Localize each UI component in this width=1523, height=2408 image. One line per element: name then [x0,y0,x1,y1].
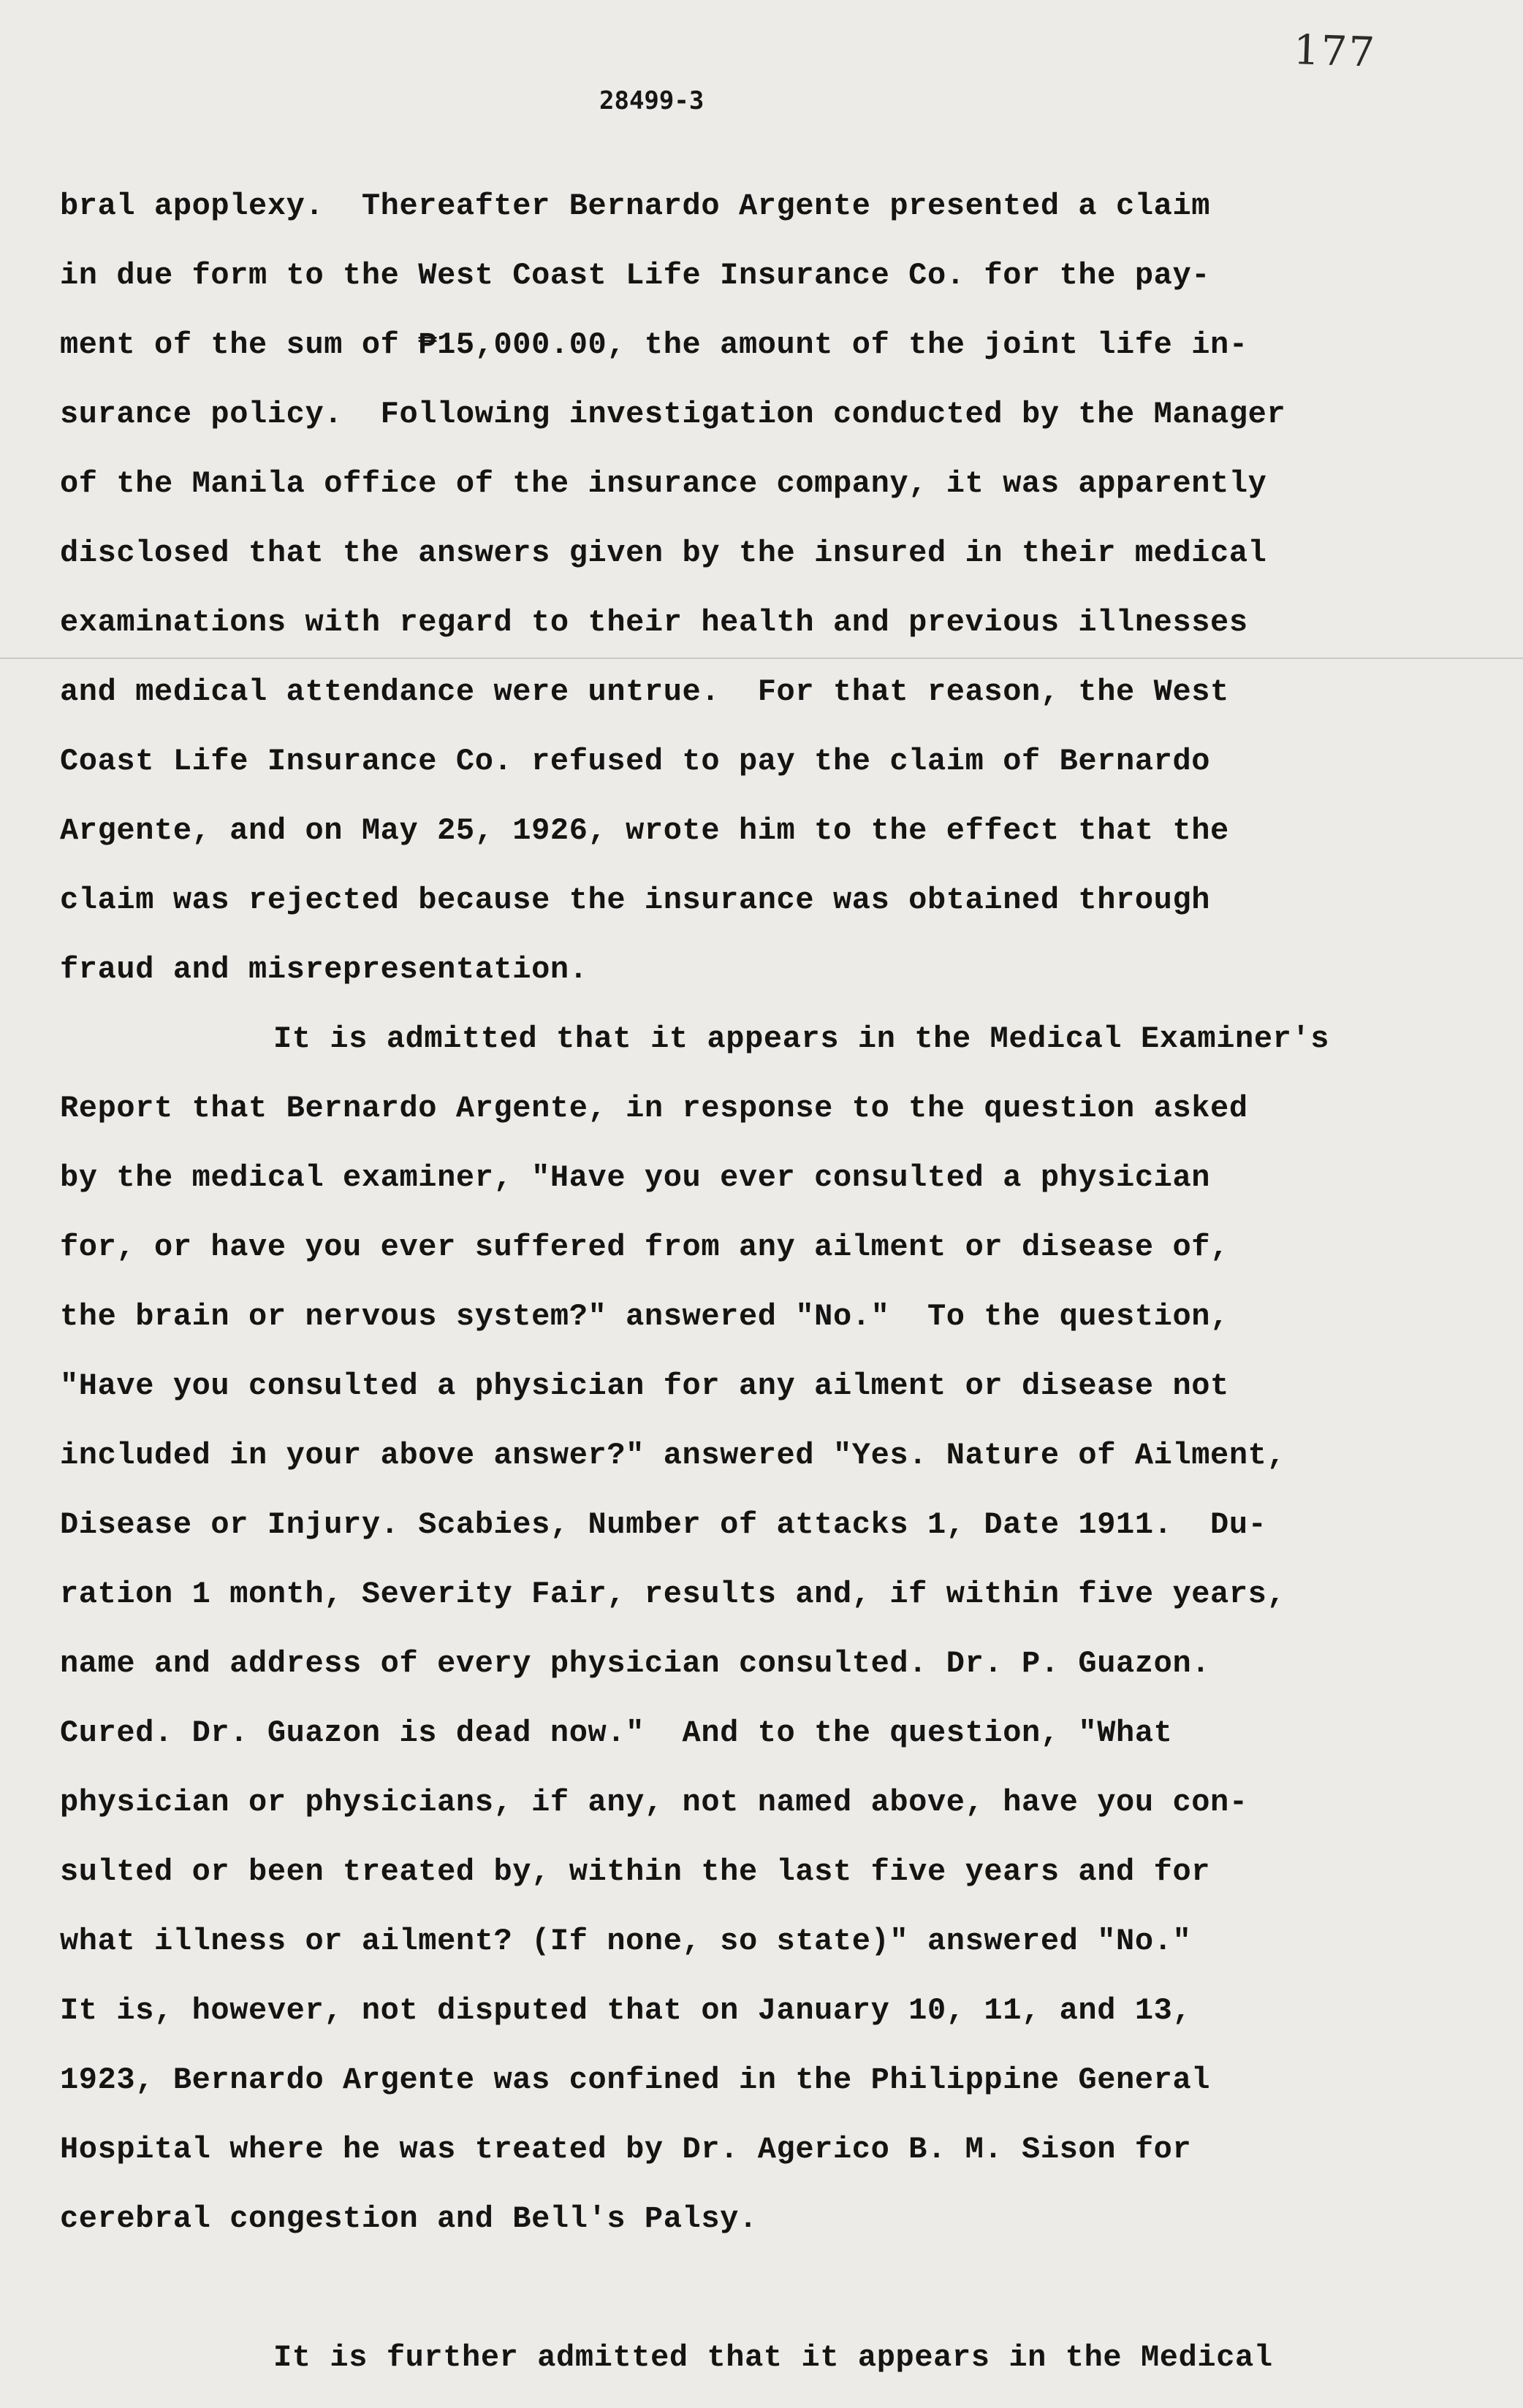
text-line: Coast Life Insurance Co. refused to pay the claim of Bernardo [60,744,1211,779]
paragraph-start-line: It is admitted that it appears in the Medical Examiner's [273,1021,1330,1056]
text-line: ment of the sum of ₱15,000.00, the amount of the joint life in- [60,327,1248,362]
text-line: disclosed that the answers given by the insured in their medical [60,536,1267,571]
handwritten-page-number: 177 [1292,26,1377,77]
text-line: Disease or Injury. Scabies, Number of attacks 1, Date 1911. Du- [60,1507,1267,1542]
text-line: for, or have you ever suffered from any ailment or disease of, [60,1230,1229,1265]
text-line: Cured. Dr. Guazon is dead now." And to the question, "What [60,1715,1173,1750]
text-line: 1923, Bernardo Argente was confined in the Philippine General [60,2062,1211,2098]
text-line: name and address of every physician consulted. Dr. P. Guazon. [60,1646,1211,1681]
text-line: "Have you consulted a physician for any ailment or disease not [60,1368,1229,1403]
paragraph-start-line: It is further admitted that it appears in the Medical [273,2340,1273,2375]
text-line: cerebral congestion and Bell's Palsy. [60,2201,758,2236]
text-line: included in your above answer?" answered "Yes. Nature of Ailment, [60,1438,1286,1473]
text-line: the brain or nervous system?" answered "No." To the question, [60,1299,1229,1334]
document-number: 28499-3 [599,86,704,115]
text-line: and medical attendance were untrue. For that reason, the West [60,674,1229,709]
text-line: claim was rejected because the insurance was obtained through [60,883,1211,918]
text-line: examinations with regard to their health and previous illnesses [60,605,1248,640]
text-line: physician or physicians, if any, not named above, have you con- [60,1785,1248,1820]
text-line: of the Manila office of the insurance company, it was apparently [60,466,1267,501]
text-line: Hospital where he was treated by Dr. Agerico B. M. Sison for [60,2132,1192,2167]
text-line: Argente, and on May 25, 1926, wrote him to the effect that the [60,813,1229,848]
text-line: surance policy. Following investigation conducted by the Manager [60,397,1286,432]
paragraph-gap [60,2266,1478,2336]
text-line: It is, however, not disputed that on January 10, 11, and 13, [60,1993,1192,2028]
document-body [60,184,1478,2405]
text-line: bral apoplexy. Thereafter Bernardo Argente presented a claim [60,188,1211,224]
text-line: fraud and misrepresentation. [60,952,588,987]
text-line: ration 1 month, Severity Fair, results and, if within five years, [60,1577,1286,1612]
text-line: what illness or ailment? (If none, so state)" answered "No." [60,1924,1192,1959]
text-line: by the medical examiner, "Have you ever consulted a physician [60,1160,1211,1195]
text-line: Report that Bernardo Argente, in response to the question asked [60,1091,1248,1126]
text-line: sulted or been treated by, within the last five years and for [60,1854,1211,1889]
text-line: in due form to the West Coast Life Insurance Co. for the pay- [60,258,1211,293]
